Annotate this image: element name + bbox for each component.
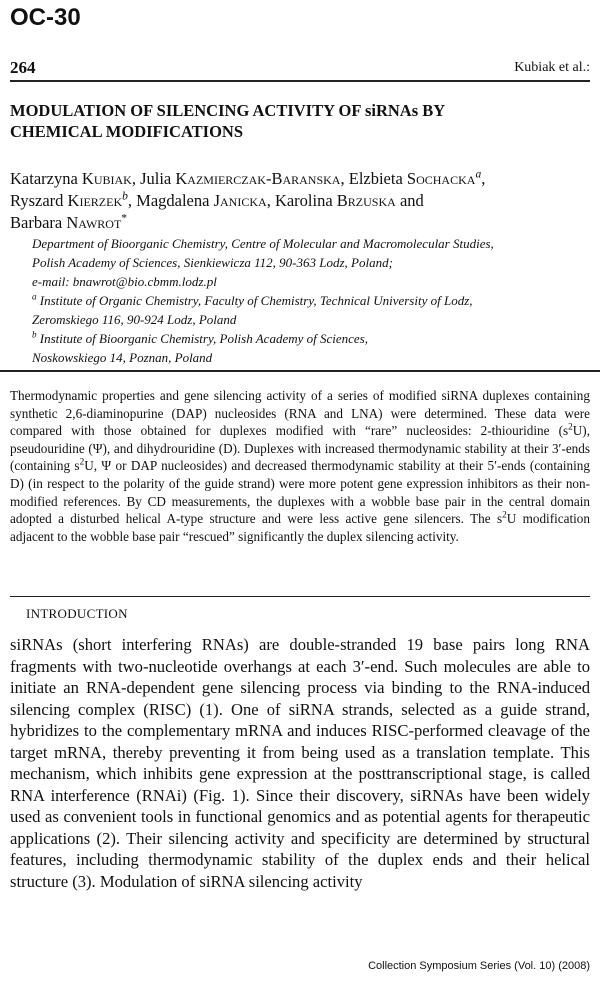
author: Elzbieta Sochacka$^a$, [348,168,486,188]
section-rule [10,596,590,597]
abstract-rule [0,370,600,372]
author: Ryszard Kierzek$^b$, [10,190,137,210]
affiliation-line: Zeromskiego 116, 90-924 Lodz, Poland [32,312,237,327]
affiliation-line: $^a$ Institute of Organic Chemistry, Faculty of Chemistry, Technical University of Lodz, [32,291,473,308]
author: Julia Kazmierczak-Baranska, [140,169,349,188]
page-number: 264 [10,58,36,77]
journal-footer: Collection Symposium Series (Vol. 10) (2008) [368,960,590,972]
header-rule [10,80,590,82]
author: Barbara Nawrot* [10,212,128,232]
affiliation-line: Noskowskiego 14, Poznan, Poland [32,350,213,365]
affiliation-line: Polish Academy of Sciences, Sienkiewicza 112, 90-363 Lodz, Poland; [32,255,393,270]
title-line-2: CHEMICAL MODIFICATIONS [10,122,244,141]
email-line: e-mail: bnawrot@bio.cbmm.lodz.pl [32,274,217,289]
affiliations [32,234,592,367]
author: Karolina Brzuska and [274,191,424,210]
abstract-text: Thermodynamic properties and gene silencing activity of a series of modified siRNA duplexes containing synthetic 2,6-diaminopurine (DAP) nucleosides (RNA and LNA) were determined. These data were compared with those obtained for duplexes modified with “rare” nucleosides: 2-thiouridine $(s^2U)$, pseudouridine (Ψ), and dihydrouridine (D). Duplexes with increased thermodynamic stability at their 3′-ends (containing $s^2U$, Ψ or DAP nucleosides) and decreased thermodynamic stability at their 5′-ends (containing D) (in respect to the polarity of the guide strand) were more potent gene expression inhibitors as their non-modified references. By CD measurements, the duplexes with a wobble base pair in the central domain adopted a disturbed helical A-type structure and were less active gene silencers. The $s^2U$ modification adjacent to the wobble base pair “rescued” significantly the duplex silencing activity. [10,388,590,544]
introduction-text: siRNAs (short interfering RNAs) are double-stranded 19 base pairs long RNA fragments with two-nucleotide overhangs at each 3′-end. Such molecules are able to initiate an RNA-dependent gene silencing process via binding to the RNA-induced silencing complex (RISC) (1). One of siRNA strands, selected as a guide strand, hybridizes to the complementary mRNA and induces RISC-performed cleavage of the target mRNA, thereby preventing it from being used as a translation template. This mechanism, which inhibits gene expression at the posttranscriptional stage, is called RNA interference (RNAi) (Fig. 1). Since their discovery, siRNAs have been widely used as convenient tools in functional genomics and as potential agents for therapeutic applications (2). Their silencing activity and specificity are determined by structural features, including thermodynamic stability of the duplex ends and their helical structure (3). Modulation of siRNA silencing activity [10,635,590,891]
author: Katarzyna Kubiak, [10,169,141,188]
abstract-code: OC-30 [10,4,81,31]
paper-title [10,100,570,142]
affiliation-line: $^b$ Institute of Bioorganic Chemistry, Polish Academy of Sciences, [32,329,368,346]
running-head: Kubiak et al.: [514,60,590,75]
section-heading: INTRODUCTION [26,606,128,621]
author-list [10,168,590,234]
title-line-1: MODULATION OF SILENCING ACTIVITY OF siRNAs BY [10,101,446,120]
author: Magdalena Janicka, [136,191,275,210]
affiliation-line: Department of Bioorganic Chemistry, Centre of Molecular and Macromolecular Studies, [32,236,494,251]
